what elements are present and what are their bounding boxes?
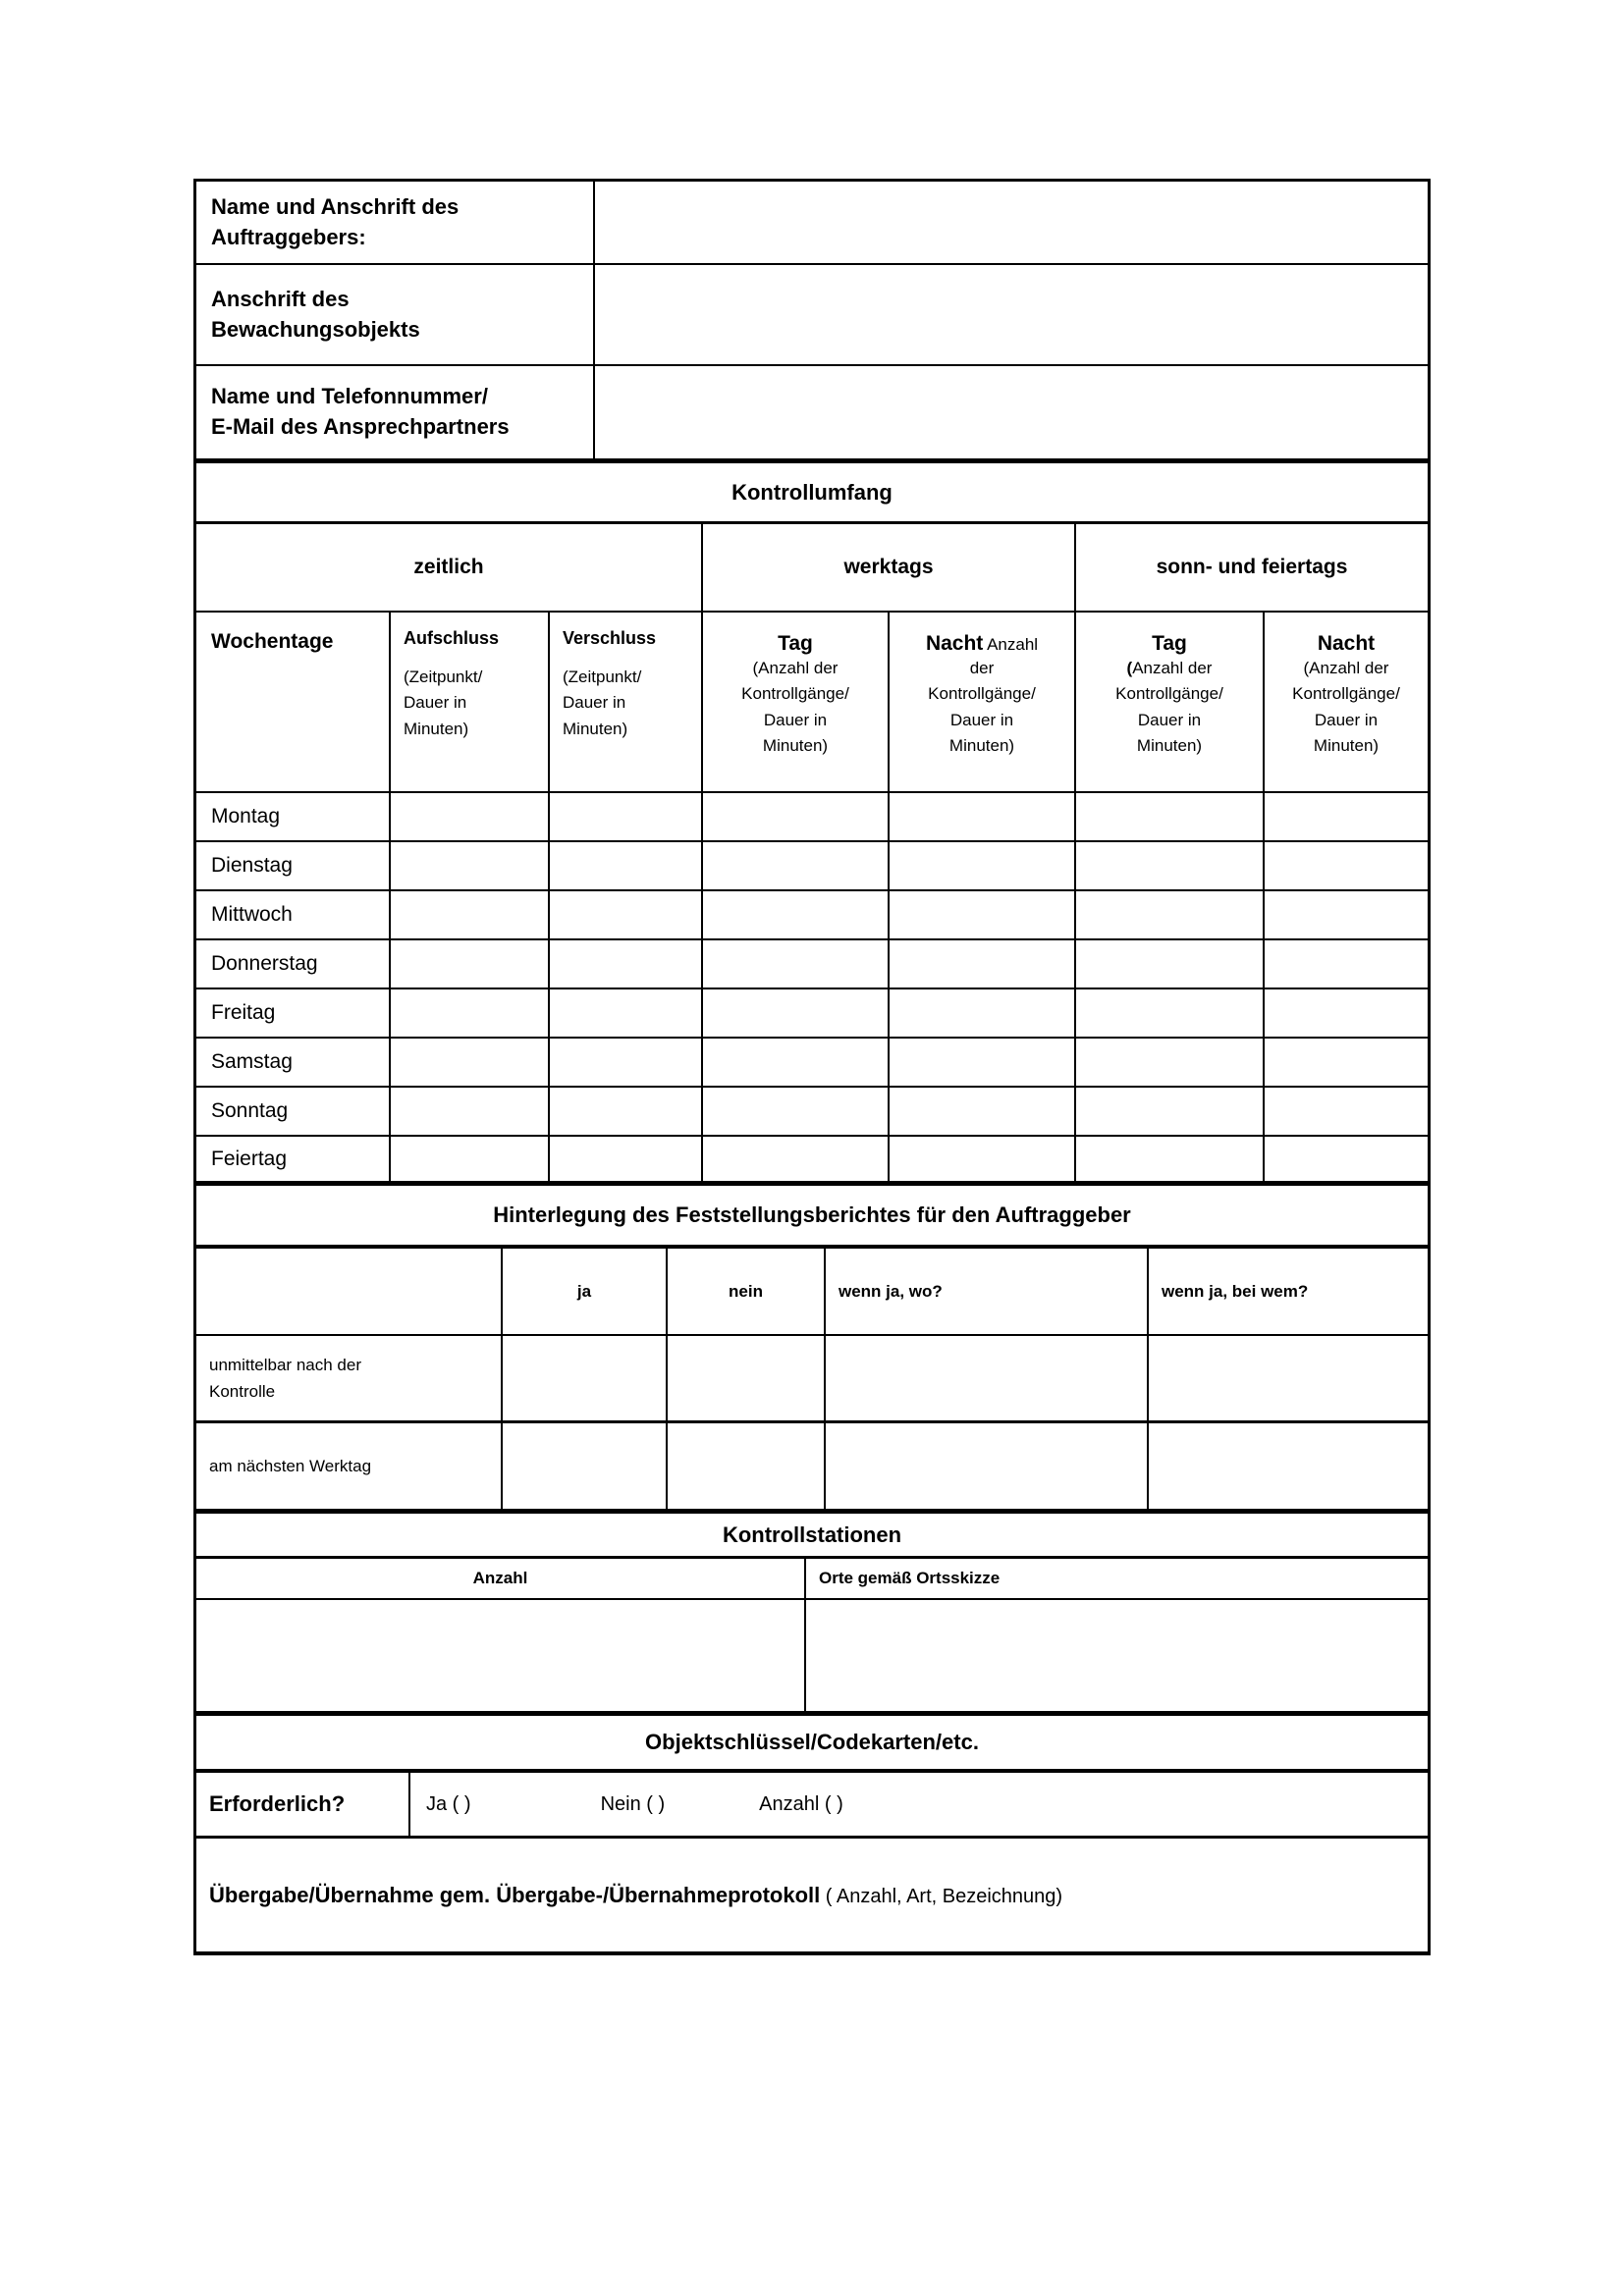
option-ja[interactable]: Ja ( ) bbox=[426, 1792, 471, 1815]
colheader-wochentage: Wochentage bbox=[196, 613, 391, 791]
kontrollumfang-title-row bbox=[196, 463, 1428, 524]
entry-cell[interactable] bbox=[1076, 891, 1265, 938]
group-zeitlich: zeitlich bbox=[196, 524, 703, 611]
kontrollstationen-title: Kontrollstationen bbox=[722, 1522, 902, 1547]
day-label: Samstag bbox=[196, 1039, 391, 1086]
entry-cell[interactable] bbox=[391, 1039, 550, 1086]
nacht-sonn-subtitle: (Anzahl der Kontrollgänge/ Dauer in Minuten) bbox=[1292, 659, 1400, 756]
colheader-nacht-werktags bbox=[890, 613, 1076, 791]
entry-cell[interactable] bbox=[1265, 1039, 1428, 1086]
day-label: Donnerstag bbox=[196, 940, 391, 988]
nacht-werktags-suffix: Anzahl bbox=[983, 635, 1039, 654]
entry-cell[interactable] bbox=[703, 1039, 890, 1086]
entry-cell[interactable] bbox=[703, 1137, 890, 1181]
day-label: Montag bbox=[196, 793, 391, 840]
object-address-label: Anschrift des Bewachungsobjekts bbox=[196, 265, 595, 364]
entry-cell[interactable] bbox=[703, 891, 890, 938]
tag-sonn-paren: ( bbox=[1126, 659, 1133, 677]
entry-cell[interactable] bbox=[503, 1423, 668, 1509]
weekday-row-donnerstag bbox=[196, 940, 1428, 989]
entry-cell[interactable] bbox=[1265, 989, 1428, 1037]
entry-cell[interactable] bbox=[1076, 1039, 1265, 1086]
tag-sonn-subtitle: (Anzahl der Kontrollgänge/ Dauer in Minuten) bbox=[1115, 659, 1223, 756]
colheader-verschluss bbox=[550, 613, 703, 791]
header-wenn-ja-bei-wem: wenn ja, bei wem? bbox=[1162, 1281, 1309, 1301]
entry-cell[interactable] bbox=[391, 1088, 550, 1135]
entry-cell[interactable] bbox=[550, 891, 703, 938]
kontrollstationen-entry-row bbox=[196, 1600, 1428, 1716]
entry-cell[interactable] bbox=[503, 1336, 668, 1420]
entry-cell[interactable] bbox=[391, 793, 550, 840]
kontrollumfang-colheader-row bbox=[196, 613, 1428, 793]
entry-cell[interactable] bbox=[668, 1423, 826, 1509]
entry-cell[interactable] bbox=[1076, 1088, 1265, 1135]
option-nein[interactable]: Nein ( ) bbox=[600, 1792, 666, 1815]
header-ja: ja bbox=[503, 1249, 668, 1334]
nacht-sonn-title: Nacht bbox=[1317, 632, 1376, 655]
uebergabe-label-bold: Übergabe/Übernahme gem. Übergabe-/Übernahmeprotokoll bbox=[209, 1882, 821, 1907]
group-werktags: werktags bbox=[703, 524, 1076, 611]
field-row-bewachungsobjekt bbox=[196, 265, 1428, 366]
entry-cell[interactable] bbox=[890, 793, 1076, 840]
entry-cell[interactable] bbox=[1076, 793, 1265, 840]
day-label: Dienstag bbox=[196, 842, 391, 889]
entry-cell[interactable] bbox=[890, 842, 1076, 889]
entry-cell[interactable] bbox=[1076, 1137, 1265, 1181]
day-label: Sonntag bbox=[196, 1088, 391, 1135]
erforderlich-options bbox=[410, 1773, 1428, 1836]
entry-cell[interactable] bbox=[1149, 1336, 1428, 1420]
header-nein: nein bbox=[668, 1249, 826, 1334]
client-name-address-label: Name und Anschrift des Auftraggebers: bbox=[196, 182, 595, 263]
day-label: Feiertag bbox=[196, 1137, 391, 1181]
kontrollumfang-group-row bbox=[196, 524, 1428, 613]
entry-cell[interactable] bbox=[391, 1137, 550, 1181]
entry-cell[interactable] bbox=[826, 1336, 1149, 1420]
weekday-row-freitag bbox=[196, 989, 1428, 1039]
entry-cell[interactable] bbox=[1265, 1088, 1428, 1135]
header-wenn-ja-wo: wenn ja, wo? bbox=[826, 1249, 1149, 1334]
option-anzahl[interactable]: Anzahl ( ) bbox=[759, 1792, 843, 1815]
weekday-row-montag bbox=[196, 793, 1428, 842]
client-name-address-field[interactable] bbox=[595, 182, 1428, 263]
row-label-naechster-werktag: am nächsten Werktag bbox=[196, 1423, 503, 1509]
entry-cell[interactable] bbox=[550, 1088, 703, 1135]
entry-cell[interactable] bbox=[550, 1039, 703, 1086]
erforderlich-row bbox=[196, 1773, 1428, 1839]
entry-cell[interactable] bbox=[550, 793, 703, 840]
entry-cell[interactable] bbox=[391, 891, 550, 938]
entry-cell[interactable] bbox=[1265, 842, 1428, 889]
entry-cell[interactable] bbox=[703, 940, 890, 988]
contact-label: Name und Telefonnummer/ E-Mail des Ansprechpartners bbox=[196, 366, 595, 458]
entry-cell[interactable] bbox=[890, 891, 1076, 938]
entry-cell[interactable] bbox=[391, 842, 550, 889]
entry-cell[interactable] bbox=[703, 989, 890, 1037]
day-label: Mittwoch bbox=[196, 891, 391, 938]
entry-cell[interactable] bbox=[1265, 793, 1428, 840]
weekday-row-feiertag bbox=[196, 1137, 1428, 1186]
objektschluessel-title-row bbox=[196, 1716, 1428, 1773]
entry-cell[interactable] bbox=[391, 989, 550, 1037]
entry-cell[interactable] bbox=[1076, 940, 1265, 988]
object-address-field[interactable] bbox=[595, 265, 1428, 364]
entry-cell[interactable] bbox=[890, 989, 1076, 1037]
day-label: Freitag bbox=[196, 989, 391, 1037]
tag-werktags-title: Tag bbox=[778, 632, 813, 655]
entry-cell[interactable] bbox=[890, 940, 1076, 988]
header-orte: Orte gemäß Ortsskizze bbox=[819, 1569, 1001, 1587]
entry-cell[interactable] bbox=[550, 989, 703, 1037]
orte-entry-cell[interactable] bbox=[806, 1600, 1428, 1711]
uebergabe-row bbox=[196, 1839, 1428, 1951]
kontrollstationen-header-row bbox=[196, 1559, 1428, 1600]
entry-cell[interactable] bbox=[826, 1423, 1149, 1509]
field-row-auftraggeber bbox=[196, 182, 1428, 265]
entry-cell[interactable] bbox=[1265, 940, 1428, 988]
hinterlegung-title-row bbox=[196, 1186, 1428, 1249]
weekday-row-mittwoch bbox=[196, 891, 1428, 940]
erforderlich-label: Erforderlich? bbox=[196, 1773, 410, 1836]
entry-cell[interactable] bbox=[1265, 891, 1428, 938]
hinterlegung-title: Hinterlegung des Feststellungsberichtes für den Auftraggeber bbox=[493, 1202, 1131, 1227]
uebergabe-label-regular: ( Anzahl, Art, Bezeichnung) bbox=[820, 1885, 1063, 1907]
nacht-werktags-subtitle: der Kontrollgänge/ Dauer in Minuten) bbox=[928, 659, 1036, 756]
entry-cell[interactable] bbox=[703, 1088, 890, 1135]
hinterlegung-row-werktag bbox=[196, 1423, 1428, 1514]
tag-sonn-title: Tag bbox=[1152, 632, 1187, 655]
entry-cell[interactable] bbox=[550, 842, 703, 889]
colheader-tag-sonn bbox=[1076, 613, 1265, 791]
entry-cell[interactable] bbox=[550, 1137, 703, 1181]
nacht-werktags-title: Nacht Anzahl bbox=[925, 632, 1039, 655]
entry-cell[interactable] bbox=[890, 1137, 1076, 1181]
tag-werktags-subtitle: (Anzahl der Kontrollgänge/ Dauer in Minuten) bbox=[741, 659, 849, 756]
entry-cell[interactable] bbox=[890, 1039, 1076, 1086]
aufschluss-subtitle: (Zeitpunkt/ Dauer in Minuten) bbox=[404, 667, 483, 738]
entry-cell[interactable] bbox=[890, 1088, 1076, 1135]
verschluss-title: Verschluss bbox=[563, 628, 657, 648]
header-anzahl: Anzahl bbox=[196, 1559, 806, 1598]
anzahl-entry-cell[interactable] bbox=[196, 1600, 806, 1711]
entry-cell[interactable] bbox=[1076, 842, 1265, 889]
colheader-tag-werktags bbox=[703, 613, 890, 791]
aufschluss-title: Aufschluss bbox=[404, 628, 500, 648]
colheader-nacht-sonn bbox=[1265, 613, 1428, 791]
hinterlegung-header-spacer bbox=[196, 1249, 503, 1334]
entry-cell[interactable] bbox=[1265, 1137, 1428, 1181]
weekday-row-dienstag bbox=[196, 842, 1428, 891]
kontroll-form bbox=[193, 179, 1431, 1955]
uebergabe-label bbox=[196, 1839, 1428, 1951]
objektschluessel-title: Objektschlüssel/Codekarten/etc. bbox=[645, 1730, 979, 1754]
colheader-aufschluss bbox=[391, 613, 550, 791]
kontrollstationen-title-row bbox=[196, 1514, 1428, 1559]
entry-cell[interactable] bbox=[1149, 1423, 1428, 1509]
entry-cell[interactable] bbox=[391, 940, 550, 988]
contact-field[interactable] bbox=[595, 366, 1428, 458]
hinterlegung-header-row bbox=[196, 1249, 1428, 1336]
verschluss-subtitle: (Zeitpunkt/ Dauer in Minuten) bbox=[563, 667, 642, 738]
entry-cell[interactable] bbox=[668, 1336, 826, 1420]
kontrollumfang-title: Kontrollumfang bbox=[731, 479, 893, 505]
row-label-unmittelbar: unmittelbar nach der Kontrolle bbox=[196, 1336, 503, 1420]
entry-cell[interactable] bbox=[703, 842, 890, 889]
group-sonn-feiertags: sonn- und feiertags bbox=[1156, 556, 1348, 578]
field-row-ansprechpartner bbox=[196, 366, 1428, 463]
weekday-row-samstag bbox=[196, 1039, 1428, 1088]
weekday-row-sonntag bbox=[196, 1088, 1428, 1137]
hinterlegung-row-unmittelbar bbox=[196, 1336, 1428, 1423]
entry-cell[interactable] bbox=[703, 793, 890, 840]
entry-cell[interactable] bbox=[1076, 989, 1265, 1037]
entry-cell[interactable] bbox=[550, 940, 703, 988]
